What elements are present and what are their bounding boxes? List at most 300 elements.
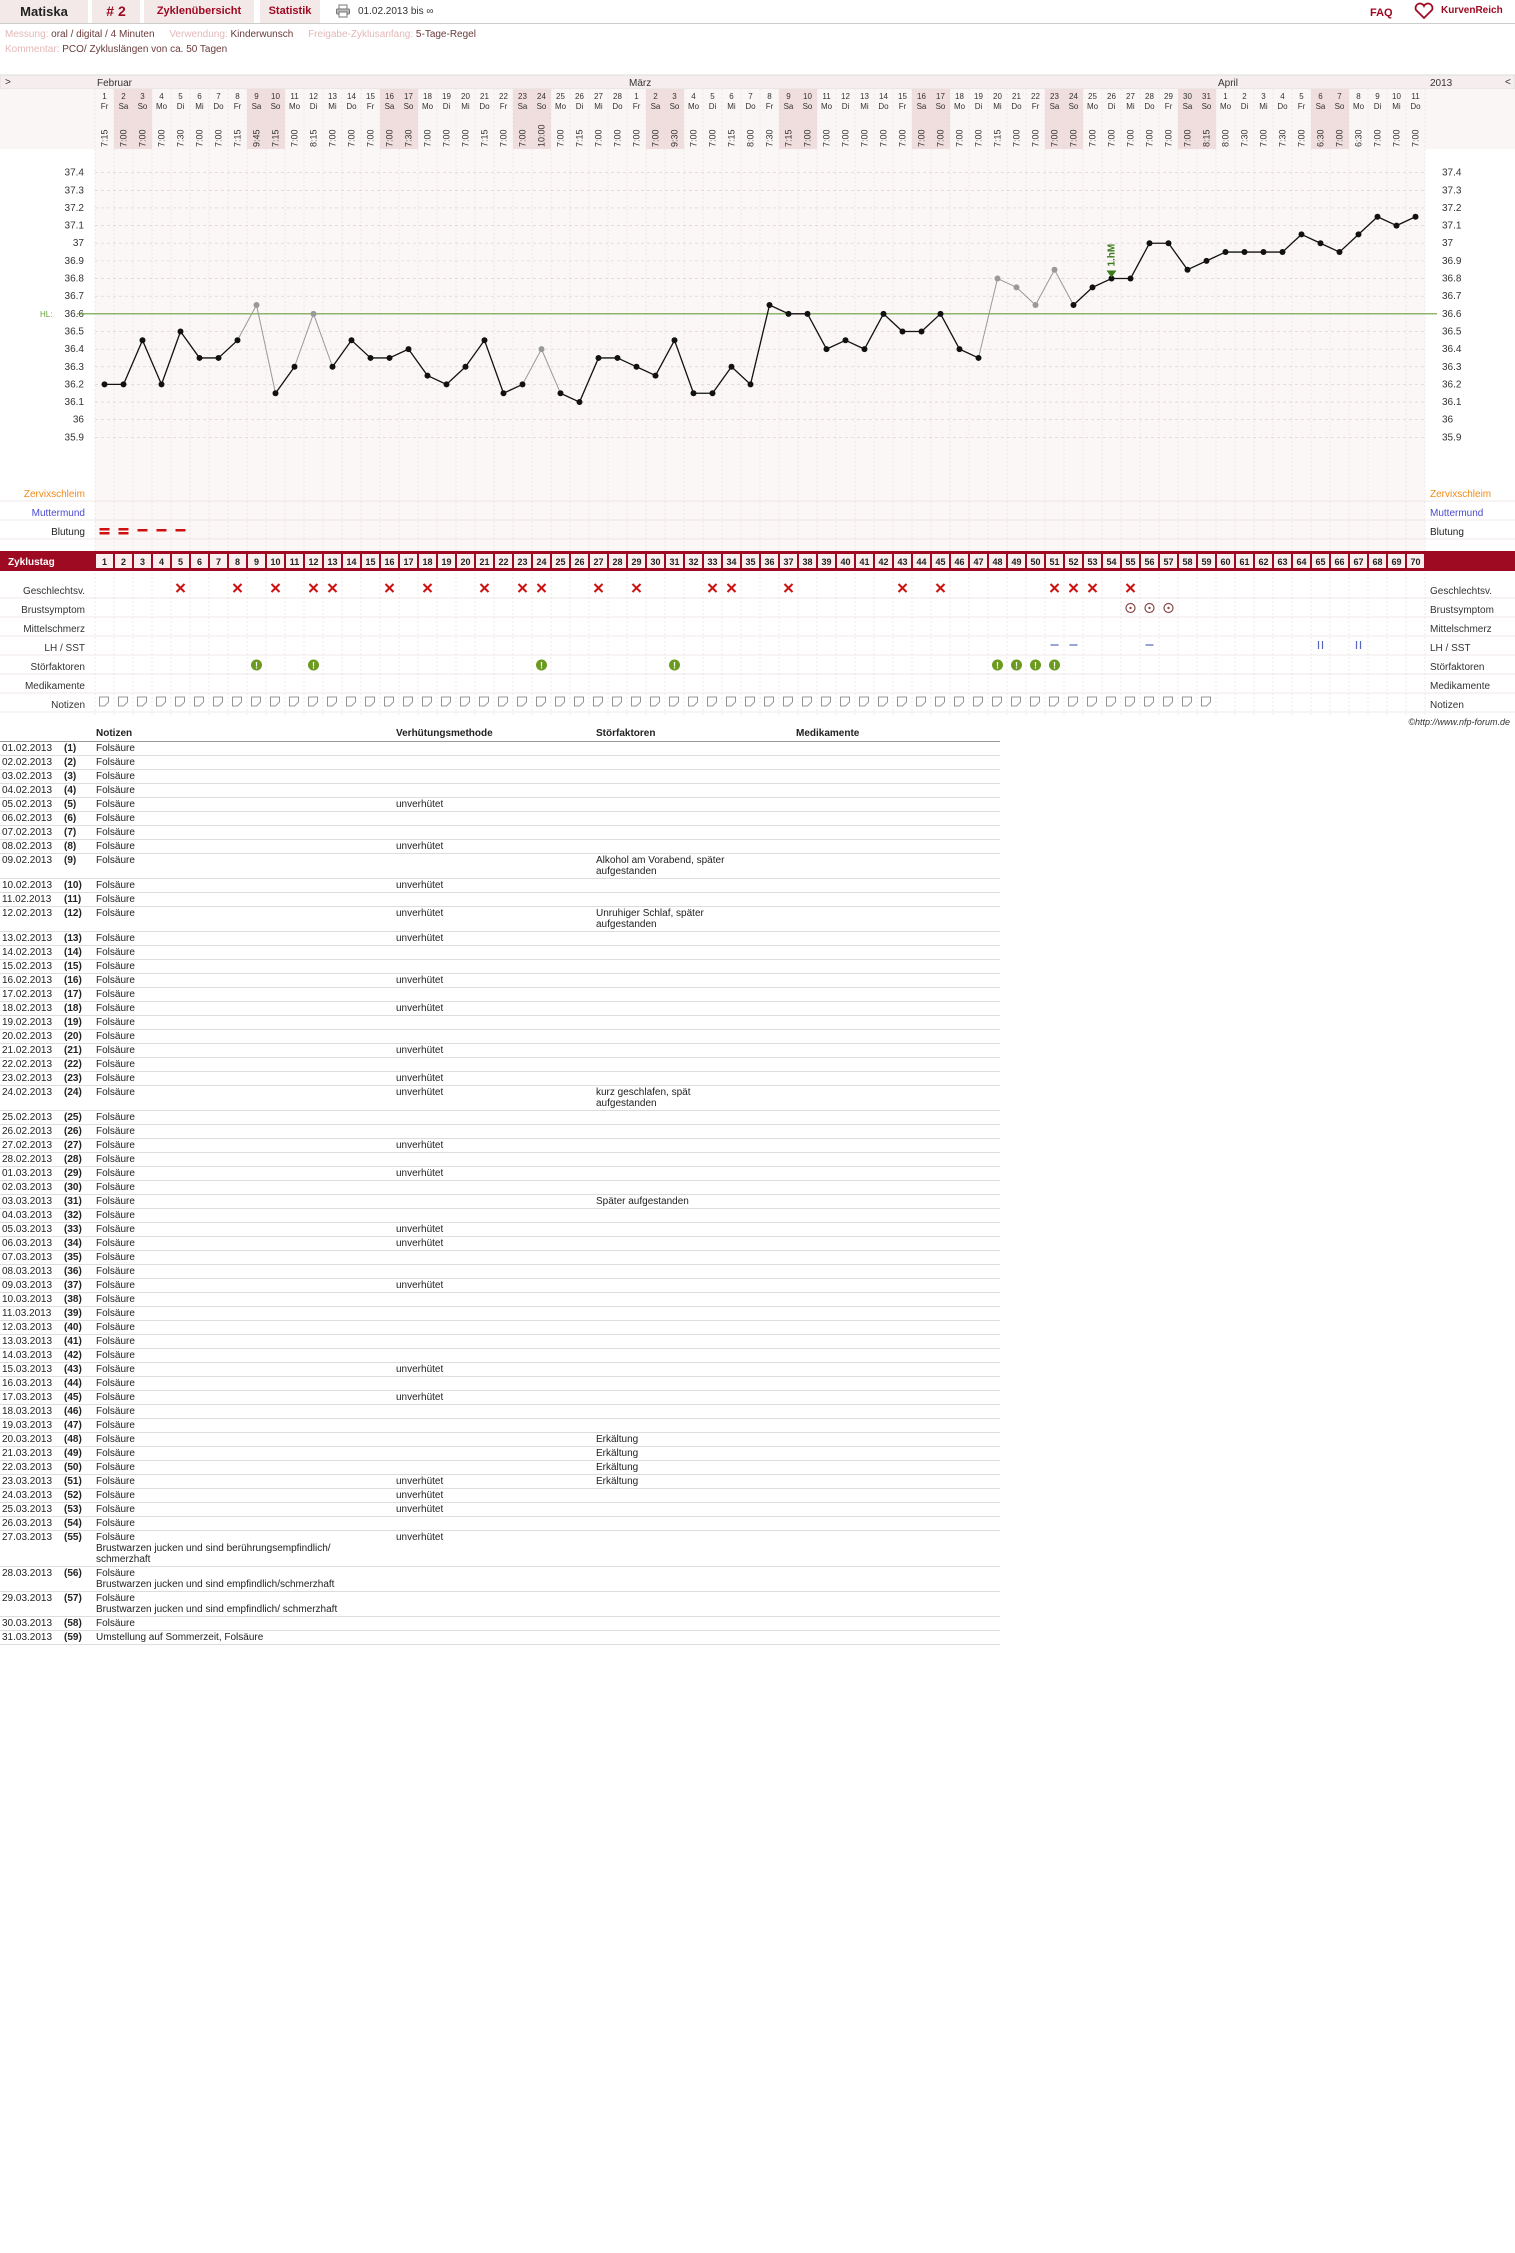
row-date: 01.03.2013 (0, 1166, 62, 1180)
zyklustag-number: 65 (1315, 557, 1326, 567)
zyklustag-number: 30 (650, 557, 661, 567)
row-medikamente (794, 1320, 1000, 1334)
row-verhuetung (394, 811, 594, 825)
row-medikamente (794, 1152, 1000, 1166)
weekday-label: Di (708, 102, 717, 111)
row-medikamente (794, 1085, 1000, 1110)
row-stoerfaktoren (594, 1566, 794, 1591)
row-notiz: Folsäure (94, 1320, 394, 1334)
temperature-point (159, 381, 165, 387)
zyklustag-number: 33 (707, 557, 718, 567)
zyklustag-number: 42 (878, 557, 889, 567)
row-date: 26.02.2013 (0, 1124, 62, 1138)
table-row (0, 1152, 1000, 1166)
table-row (0, 1616, 1000, 1630)
y-tick-label-right: 36.7 (1442, 291, 1462, 303)
credit-text: ©http://www.nfp-forum.de (1408, 717, 1510, 727)
table-row (0, 1474, 1000, 1488)
time-label: 7:00 (954, 129, 965, 147)
row-medikamente (794, 1474, 1000, 1488)
row-verhuetung (394, 1630, 594, 1644)
date-label: 18 (955, 92, 964, 101)
row-medikamente (794, 945, 1000, 959)
row-notiz: Folsäure (94, 1460, 394, 1474)
row-verhuetung (394, 1124, 594, 1138)
table-row (0, 1502, 1000, 1516)
zyklustag-number: 63 (1277, 557, 1288, 567)
stoerfaktor-icon-glyph: ! (996, 660, 999, 671)
row-label-blutung-right: Blutung (1430, 527, 1464, 538)
date-label: 17 (936, 92, 945, 101)
row-verhuetung (394, 1029, 594, 1043)
weekday-label: Mo (953, 102, 966, 111)
temperature-point (1318, 240, 1324, 246)
row-stoerfaktoren (594, 1124, 794, 1138)
date-label: 15 (898, 92, 907, 101)
row-medikamente (794, 1516, 1000, 1530)
weekday-label: Sa (1049, 102, 1060, 111)
row-notiz: Folsäure (94, 1306, 394, 1320)
row-date: 11.03.2013 (0, 1306, 62, 1320)
table-row (0, 1015, 1000, 1029)
temperature-point (919, 328, 925, 334)
temperature-chart (0, 75, 1515, 727)
date-label: 6 (729, 92, 734, 101)
row-day: (8) (62, 839, 94, 853)
date-label: 9 (1375, 92, 1380, 101)
blutung-mark (100, 528, 110, 531)
row-stoerfaktoren (594, 1334, 794, 1348)
temperature-point (995, 276, 1001, 282)
row-date: 04.03.2013 (0, 1208, 62, 1222)
date-label: 24 (537, 92, 546, 101)
time-label: 7:00 (1125, 129, 1136, 147)
zyklustag-number: 12 (308, 557, 319, 567)
row-stoerfaktoren: Alkohol am Vorabend, später aufgestanden (594, 853, 794, 878)
date-label: 12 (841, 92, 850, 101)
time-label: 7:00 (1410, 129, 1421, 147)
zyklustag-number: 68 (1372, 557, 1383, 567)
weekday-label: Fr (1164, 102, 1173, 111)
row-stoerfaktoren (594, 1138, 794, 1152)
zyklustag-number: 51 (1049, 557, 1060, 567)
weekday-label: Mi (195, 102, 204, 111)
row-notiz: Folsäure (94, 1124, 394, 1138)
weekday-label: Mo (687, 102, 700, 111)
temperature-point (634, 364, 640, 370)
row-notiz: Folsäure (94, 1616, 394, 1630)
temperature-point (729, 364, 735, 370)
row-stoerfaktoren (594, 811, 794, 825)
row-date: 15.02.2013 (0, 959, 62, 973)
row-date: 07.02.2013 (0, 825, 62, 839)
date-label: 17 (404, 92, 413, 101)
weekday-label: Mo (1086, 102, 1099, 111)
zyklustag-number: 61 (1239, 557, 1250, 567)
date-label: 14 (347, 92, 356, 101)
y-tick-label-left: 36.3 (64, 361, 84, 373)
row-medikamente (794, 1362, 1000, 1376)
blutung-mark (157, 529, 167, 532)
temperature-point (1280, 249, 1286, 255)
zyklustag-number: 47 (973, 557, 984, 567)
cycle-number[interactable]: # 2 (92, 0, 140, 23)
date-label: 22 (499, 92, 508, 101)
row-date: 27.03.2013 (0, 1530, 62, 1566)
row-verhuetung (394, 1250, 594, 1264)
row-medikamente (794, 1460, 1000, 1474)
date-label: 9 (786, 92, 791, 101)
time-label: 7:00 (935, 129, 946, 147)
table-row (0, 811, 1000, 825)
row-label-muttermund: Muttermund (31, 508, 85, 519)
row-verhuetung (394, 783, 594, 797)
date-label: 23 (518, 92, 527, 101)
tab-statistik[interactable]: Statistik (260, 0, 320, 23)
date-label: 22 (1031, 92, 1040, 101)
row-date: 18.03.2013 (0, 1404, 62, 1418)
zyklustag-number: 22 (498, 557, 509, 567)
row-verhuetung (394, 1418, 594, 1432)
row-verhuetung: unverhütet (394, 1362, 594, 1376)
weekday-label: Di (1107, 102, 1116, 111)
verwendung-value: Kinderwunsch (230, 29, 294, 40)
temperature-point (1071, 302, 1077, 308)
hm-marker-label: 1.hM (1106, 243, 1118, 267)
y-tick-label-right: 36.6 (1442, 308, 1462, 320)
hl-label: HL: (40, 309, 53, 319)
row-notiz: Folsäure (94, 825, 394, 839)
row-day: (4) (62, 783, 94, 797)
time-label: 7:00 (365, 129, 376, 147)
time-label: 7:15 (992, 129, 1003, 147)
temperature-point (406, 346, 412, 352)
weekday-label: Di (841, 102, 850, 111)
y-tick-label-left: 37 (72, 238, 84, 250)
date-label: 28 (1145, 92, 1154, 101)
date-header-bg (0, 89, 1515, 149)
row-notiz: Folsäure (94, 945, 394, 959)
y-tick-label-left: 36.6 (64, 308, 84, 320)
table-row (0, 1630, 1000, 1644)
row-verhuetung (394, 1208, 594, 1222)
temperature-point (539, 346, 545, 352)
row-date: 16.03.2013 (0, 1376, 62, 1390)
row-stoerfaktoren (594, 1278, 794, 1292)
row-day: (22) (62, 1057, 94, 1071)
weekday-label: Do (1410, 102, 1421, 111)
temperature-point (710, 390, 716, 396)
weekday-label: So (802, 102, 813, 111)
table-row (0, 973, 1000, 987)
zyklustag-number: 53 (1087, 557, 1098, 567)
time-label: 7:00 (1163, 129, 1174, 147)
row-verhuetung (394, 1152, 594, 1166)
zyklustag-number: 58 (1182, 557, 1193, 567)
row-day: (6) (62, 811, 94, 825)
y-tick-label-right: 37 (1442, 238, 1454, 250)
row-medikamente (794, 1502, 1000, 1516)
row-label-medi-right: Medikamente (1430, 681, 1491, 692)
weekday-label: Sa (783, 102, 794, 111)
row-date: 03.02.2013 (0, 769, 62, 783)
temperature-point (349, 337, 355, 343)
date-label: 10 (271, 92, 280, 101)
faq-link[interactable]: FAQ (1370, 7, 1393, 19)
table-row (0, 1194, 1000, 1208)
time-label: 7:00 (346, 129, 357, 147)
zyklustag-number: 9 (253, 557, 260, 567)
date-label: 8 (235, 92, 240, 101)
temperature-point (197, 355, 203, 361)
header-day (62, 727, 94, 741)
row-notiz: Folsäure (94, 1029, 394, 1043)
temperature-point (216, 355, 222, 361)
row-medikamente (794, 1630, 1000, 1644)
y-tick-label-left: 37.2 (64, 202, 84, 214)
row-notiz: Folsäure (94, 1222, 394, 1236)
y-tick-label-left: 36.4 (64, 344, 84, 356)
row-notiz: Folsäure (94, 1001, 394, 1015)
row-stoerfaktoren (594, 839, 794, 853)
table-row (0, 1292, 1000, 1306)
row-verhuetung (394, 1320, 594, 1334)
date-label: 3 (1261, 92, 1266, 101)
row-verhuetung (394, 1180, 594, 1194)
temperature-point (311, 311, 317, 317)
row-day: (24) (62, 1085, 94, 1110)
row-notiz: Folsäure (94, 1334, 394, 1348)
date-label: 20 (993, 92, 1002, 101)
time-label: 7:30 (764, 129, 775, 147)
time-label: 7:00 (1011, 129, 1022, 147)
row-verhuetung: unverhütet (394, 1043, 594, 1057)
row-date: 24.03.2013 (0, 1488, 62, 1502)
row-verhuetung (394, 1194, 594, 1208)
top-bar (0, 0, 1515, 24)
date-label: 26 (1107, 92, 1116, 101)
date-label: 27 (1126, 92, 1135, 101)
table-row (0, 1110, 1000, 1124)
stoerfaktor-icon-glyph: ! (673, 660, 676, 671)
row-stoerfaktoren (594, 1376, 794, 1390)
row-label-medi: Medikamente (24, 681, 85, 692)
weekday-label: Mi (594, 102, 603, 111)
row-day: (34) (62, 1236, 94, 1250)
row-notiz: Folsäure (94, 853, 394, 878)
row-date: 31.03.2013 (0, 1630, 62, 1644)
row-notiz: Folsäure (94, 1015, 394, 1029)
temperature-point (976, 355, 982, 361)
temperature-point (1223, 249, 1229, 255)
row-stoerfaktoren (594, 1071, 794, 1085)
date-label: 28 (613, 92, 622, 101)
row-stoerfaktoren (594, 1180, 794, 1194)
table-row (0, 1404, 1000, 1418)
table-row (0, 1362, 1000, 1376)
table-row (0, 1591, 1000, 1616)
user-name[interactable]: Matiska (0, 0, 88, 23)
weekday-label: Mi (860, 102, 869, 111)
row-day: (57) (62, 1591, 94, 1616)
row-notiz: Folsäure (94, 1110, 394, 1124)
row-stoerfaktoren (594, 878, 794, 892)
header-date (0, 727, 62, 741)
zyklustag-number: 25 (555, 557, 566, 567)
row-stoerfaktoren (594, 1348, 794, 1362)
row-day: (45) (62, 1390, 94, 1404)
zyklustag-number: 39 (821, 557, 832, 567)
row-date: 30.03.2013 (0, 1616, 62, 1630)
row-medikamente (794, 931, 1000, 945)
temperature-point (596, 355, 602, 361)
print-icon[interactable] (336, 5, 350, 17)
zyklustag-number: 59 (1201, 557, 1212, 567)
row-verhuetung: unverhütet (394, 931, 594, 945)
row-notiz: Folsäure (94, 755, 394, 769)
row-day: (54) (62, 1516, 94, 1530)
row-stoerfaktoren (594, 1152, 794, 1166)
row-notiz: Folsäure (94, 1057, 394, 1071)
zyklustag-number: 17 (403, 557, 414, 567)
blutung-mark (100, 532, 110, 535)
row-verhuetung (394, 1015, 594, 1029)
row-date: 17.02.2013 (0, 987, 62, 1001)
tab-zyklenuebersicht[interactable]: Zyklenübersicht (144, 0, 254, 23)
time-label: 10:00 (536, 124, 547, 147)
row-day: (39) (62, 1306, 94, 1320)
zyklustag-number: 41 (859, 557, 870, 567)
zyklustag-number: 8 (234, 557, 241, 567)
date-label: 9 (254, 92, 259, 101)
row-stoerfaktoren (594, 1362, 794, 1376)
zyklustag-number: 18 (422, 557, 433, 567)
row-date: 11.02.2013 (0, 892, 62, 906)
row-stoerfaktoren (594, 1222, 794, 1236)
row-date: 10.03.2013 (0, 1292, 62, 1306)
row-label-zervix-right: Zervixschleim (1430, 489, 1492, 500)
brust-symbol-dot (1129, 607, 1131, 609)
weekday-label: So (935, 102, 946, 111)
row-notiz: Folsäure (94, 1208, 394, 1222)
nav-prev-button: > (5, 77, 11, 88)
date-label: 13 (860, 92, 869, 101)
time-label: 7:00 (688, 129, 699, 147)
weekday-label: Mi (727, 102, 736, 111)
row-label-lh-right: LH / SST (1430, 643, 1471, 654)
temperature-point (368, 355, 374, 361)
row-label-notizen-right: Notizen (1430, 700, 1464, 711)
row-medikamente (794, 1376, 1000, 1390)
row-date: 29.03.2013 (0, 1591, 62, 1616)
table-row (0, 1320, 1000, 1334)
stoerfaktor-icon-glyph: ! (1015, 660, 1018, 671)
table-row (0, 1180, 1000, 1194)
weekday-label: Fr (233, 102, 242, 111)
date-label: 16 (917, 92, 926, 101)
row-verhuetung (394, 825, 594, 839)
row-notiz: Folsäure (94, 1488, 394, 1502)
row-verhuetung (394, 853, 594, 878)
time-label: 7:00 (213, 129, 224, 147)
table-row (0, 1001, 1000, 1015)
row-notiz: Folsäure (94, 878, 394, 892)
zyklustag-number: 56 (1144, 557, 1155, 567)
time-label: 8:15 (1201, 129, 1212, 147)
row-medikamente (794, 1057, 1000, 1071)
row-stoerfaktoren (594, 959, 794, 973)
row-label-stoer: Störfaktoren (30, 662, 85, 673)
zyklustag-number: 14 (346, 557, 357, 567)
year-label: 2013 (1430, 78, 1453, 89)
row-day: (35) (62, 1250, 94, 1264)
row-medikamente (794, 1138, 1000, 1152)
row-day: (47) (62, 1418, 94, 1432)
row-notiz: Folsäure (94, 1404, 394, 1418)
row-medikamente (794, 1250, 1000, 1264)
row-notiz: Folsäure (94, 1138, 394, 1152)
y-tick-label-right: 37.2 (1442, 202, 1462, 214)
weekday-label: Di (309, 102, 318, 111)
zyklustag-number: 50 (1030, 557, 1041, 567)
row-notiz: Folsäure (94, 987, 394, 1001)
row-day: (12) (62, 906, 94, 931)
brand-logo[interactable]: KurvenReich (1441, 5, 1503, 16)
weekday-label: Fr (499, 102, 508, 111)
row-notiz: Folsäure (94, 1474, 394, 1488)
table-row (0, 1516, 1000, 1530)
row-verhuetung: unverhütet (394, 973, 594, 987)
date-label: 3 (672, 92, 677, 101)
time-label: 7:00 (137, 129, 148, 147)
row-notiz: Folsäure (94, 1043, 394, 1057)
row-date: 07.03.2013 (0, 1250, 62, 1264)
month-label: April (1218, 78, 1239, 89)
row-notiz: Folsäure (94, 1348, 394, 1362)
zyklustag-number: 4 (158, 557, 165, 567)
temperature-point (425, 373, 431, 379)
zyklustag-number: 6 (196, 557, 203, 567)
row-date: 21.03.2013 (0, 1446, 62, 1460)
date-range: 01.02.2013 bis ∞ (358, 6, 434, 17)
row-stoerfaktoren (594, 1250, 794, 1264)
zyklustag-number: 45 (935, 557, 946, 567)
table-row (0, 1488, 1000, 1502)
date-label: 26 (575, 92, 584, 101)
row-day: (48) (62, 1432, 94, 1446)
weekday-label: Sa (916, 102, 927, 111)
row-medikamente (794, 811, 1000, 825)
table-row (0, 931, 1000, 945)
time-label: 8:00 (745, 129, 756, 147)
row-label-blutung: Blutung (51, 527, 85, 538)
row-verhuetung: unverhütet (394, 1236, 594, 1250)
row-verhuetung (394, 1591, 594, 1616)
row-verhuetung: unverhütet (394, 1085, 594, 1110)
kommentar-value: PCO/ Zykluslängen von ca. 50 Tagen (62, 44, 228, 55)
date-label: 21 (1012, 92, 1021, 101)
time-label: 7:30 (1277, 129, 1288, 147)
row-stoerfaktoren (594, 1488, 794, 1502)
weekday-label: Sa (1182, 102, 1193, 111)
time-label: 7:00 (1087, 129, 1098, 147)
row-verhuetung: unverhütet (394, 1138, 594, 1152)
table-row (0, 1071, 1000, 1085)
time-label: 7:00 (802, 129, 813, 147)
row-medikamente (794, 783, 1000, 797)
row-medikamente (794, 741, 1000, 755)
y-tick-label-right: 36.3 (1442, 361, 1462, 373)
